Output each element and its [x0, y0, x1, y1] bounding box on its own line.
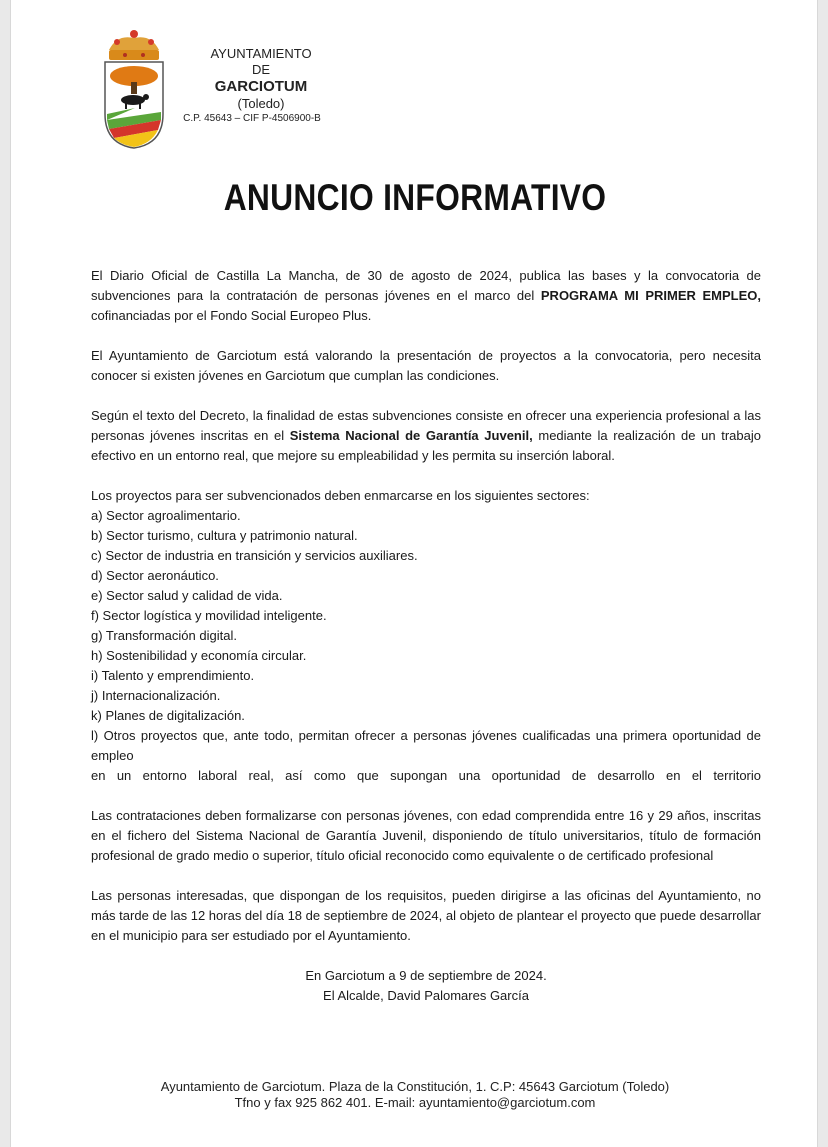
notice-title: ANUNCIO INFORMATIVO	[223, 177, 607, 218]
postal-and-tax-id: C.P. 45643 – CIF P-4506900-B	[183, 113, 321, 124]
list-item: e) Sector salud y calidad de vida.	[91, 588, 283, 603]
paragraph-publication	[91, 266, 761, 326]
municipality-letterhead	[171, 46, 351, 126]
youth-guarantee-system: Sistema Nacional de Garantía Juvenil,	[289, 428, 533, 443]
province: (Toledo)	[237, 96, 285, 111]
list-item: f) Sector logística y movilidad inteligente.	[91, 608, 327, 623]
paragraph-text: mediante la realización de un trabajo efectivo en un entorno real, que mejore su empleabilidad y les permita su inserción laboral.	[91, 428, 761, 463]
document-page	[10, 0, 818, 1147]
paragraph-deadline: Las personas interesadas, que dispongan de los requisitos, pueden dirigirse a las oficinas del Ayuntamiento, no más tarde de las 12 horas del día 18 de septiembre de 2024, al objeto de plantear el proyecto que puede desarrollar en el municipio para ser estudiado por el Ayuntamiento.	[91, 888, 761, 943]
list-item: g) Transformación digital.	[91, 628, 237, 643]
list-item: c) Sector de industria en transición y servicios auxiliares.	[91, 548, 418, 563]
place-and-date: En Garciotum a 9 de septiembre de 2024.	[305, 968, 547, 983]
paragraph-text: El Diario Oficial de Castilla La Mancha, de 30 de agosto de 2024, publica las bases y la convocatoria de subvenciones para la contratación de personas jóvenes en el marco del	[91, 268, 761, 303]
letterhead-line1: AYUNTAMIENTO	[210, 46, 312, 61]
paragraph-assessment: El Ayuntamiento de Garciotum está valorando la presentación de proyectos a la convocatoria, pero necesita conocer si existen jóvenes en Garciotum que cumplan las condiciones.	[91, 348, 761, 383]
paragraph-purpose	[91, 406, 761, 466]
list-item-other-line2: en un entorno laboral real, así como que supongan una oportunidad de desarrollo en el territorio	[91, 768, 761, 783]
page-footer	[11, 1079, 819, 1111]
signature-block	[251, 966, 601, 1006]
signer: El Alcalde, David Palomares García	[323, 988, 529, 1003]
list-item: a) Sector agroalimentario.	[91, 508, 241, 523]
list-item: d) Sector aeronáutico.	[91, 568, 219, 583]
letterhead-line2: DE	[251, 62, 271, 77]
crown-icon	[109, 30, 159, 60]
footer-address: Ayuntamiento de Garciotum. Plaza de la Constitución, 1. C.P: 45643 Garciotum (Toledo)	[160, 1079, 670, 1094]
list-item: i) Talento y emprendimiento.	[91, 668, 255, 683]
notice-body	[91, 266, 761, 1006]
program-name: PROGRAMA MI PRIMER EMPLEO,	[540, 288, 761, 303]
sectors-list	[91, 486, 761, 786]
municipal-coat-of-arms-icon	[95, 28, 173, 152]
paragraph-requirements: Las contrataciones deben formalizarse con personas jóvenes, con edad comprendida entre 16 y 29 años, inscritas en el fichero del Sistema Nacional de Garantía Juvenil, disponiendo de título universitarios, título de formación profesional de grado medio o superior, título oficial reconocido como equivalente o de certificado profesional	[91, 808, 761, 863]
list-item: j) Internacionalización.	[91, 688, 221, 703]
list-item-other-line1: l) Otros proyectos que, ante todo, permitan ofrecer a personas jóvenes cualificadas una primera oportunidad de empleo	[91, 728, 761, 763]
sectors-intro: Los proyectos para ser subvencionados deben enmarcarse en los siguientes sectores:	[91, 488, 590, 503]
list-item: h) Sostenibilidad y economía circular.	[91, 648, 307, 663]
list-item: k) Planes de digitalización.	[91, 708, 245, 723]
paragraph-text: cofinanciadas por el Fondo Social Europeo Plus.	[91, 308, 372, 323]
footer-contact: Tfno y fax 925 862 401. E-mail: ayuntamiento@garciotum.com	[234, 1095, 596, 1110]
paragraph-text: Según el texto del Decreto, la finalidad de estas subvenciones consiste en ofrecer una experiencia profesional a las personas jóvenes inscritas en el	[91, 408, 761, 443]
municipality-name: GARCIOTUM	[214, 78, 308, 95]
list-item: b) Sector turismo, cultura y patrimonio natural.	[91, 528, 358, 543]
